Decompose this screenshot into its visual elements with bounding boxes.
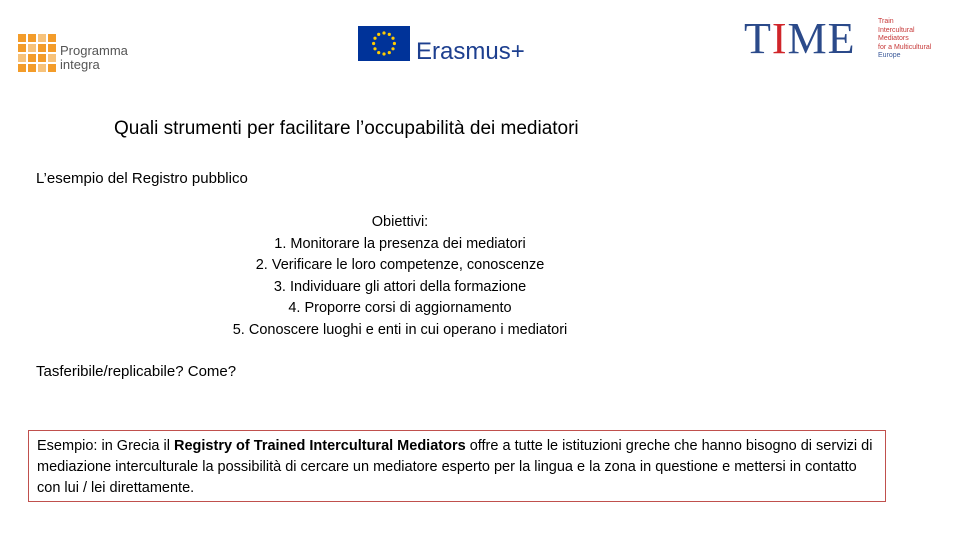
example-box-suffix: offre a tutte le istituzioni greche che hanno bisogno di servizi di mediazione interculturale la possibilità di cercare un mediatore esperto per la lingua e la zona in questione e mettersi in contatto con lui / lei direttamente. xyxy=(37,438,873,496)
objective-item: 4. Proporre corsi di aggiornamento xyxy=(288,300,512,316)
programma-integra-logo-mark xyxy=(18,34,56,72)
example-heading: L’esempio del Registro pubblico xyxy=(36,170,248,187)
registry-name: Registry of Trained Intercultural Mediators xyxy=(174,438,466,454)
objective-item: 5. Conoscere luoghi e enti in cui operano i mediatori xyxy=(232,321,568,338)
objective-item: 2. Verificare le loro competenze, conoscenze xyxy=(255,257,545,273)
time-logo-subtitle: Train Intercultural Mediators for a Multicultural Europe xyxy=(878,18,932,59)
page-title: Quali strumenti per facilitare l’occupabilità dei mediatori xyxy=(114,118,579,139)
example-box xyxy=(28,430,886,502)
erasmus-logo xyxy=(358,26,538,66)
example-box-prefix: Esempio: in Grecia il xyxy=(37,438,174,454)
programma-integra-logo-text: Programma integra xyxy=(60,43,128,72)
objective-item: 1. Monitorare la presenza dei mediatori xyxy=(274,235,526,252)
erasmus-logo-text: Erasmus+ xyxy=(416,38,525,65)
objective-item: 3. Individuare gli attori della formazione xyxy=(273,278,527,295)
question-text: Tasferibile/replicabile? Come? xyxy=(36,363,237,380)
objectives-heading: Obiettivi: xyxy=(371,214,429,230)
eu-flag-icon xyxy=(358,26,410,61)
time-logo-word: TIME xyxy=(744,14,856,63)
programma-integra-logo xyxy=(18,34,138,76)
objectives-list xyxy=(150,212,650,341)
time-logo xyxy=(744,16,944,66)
